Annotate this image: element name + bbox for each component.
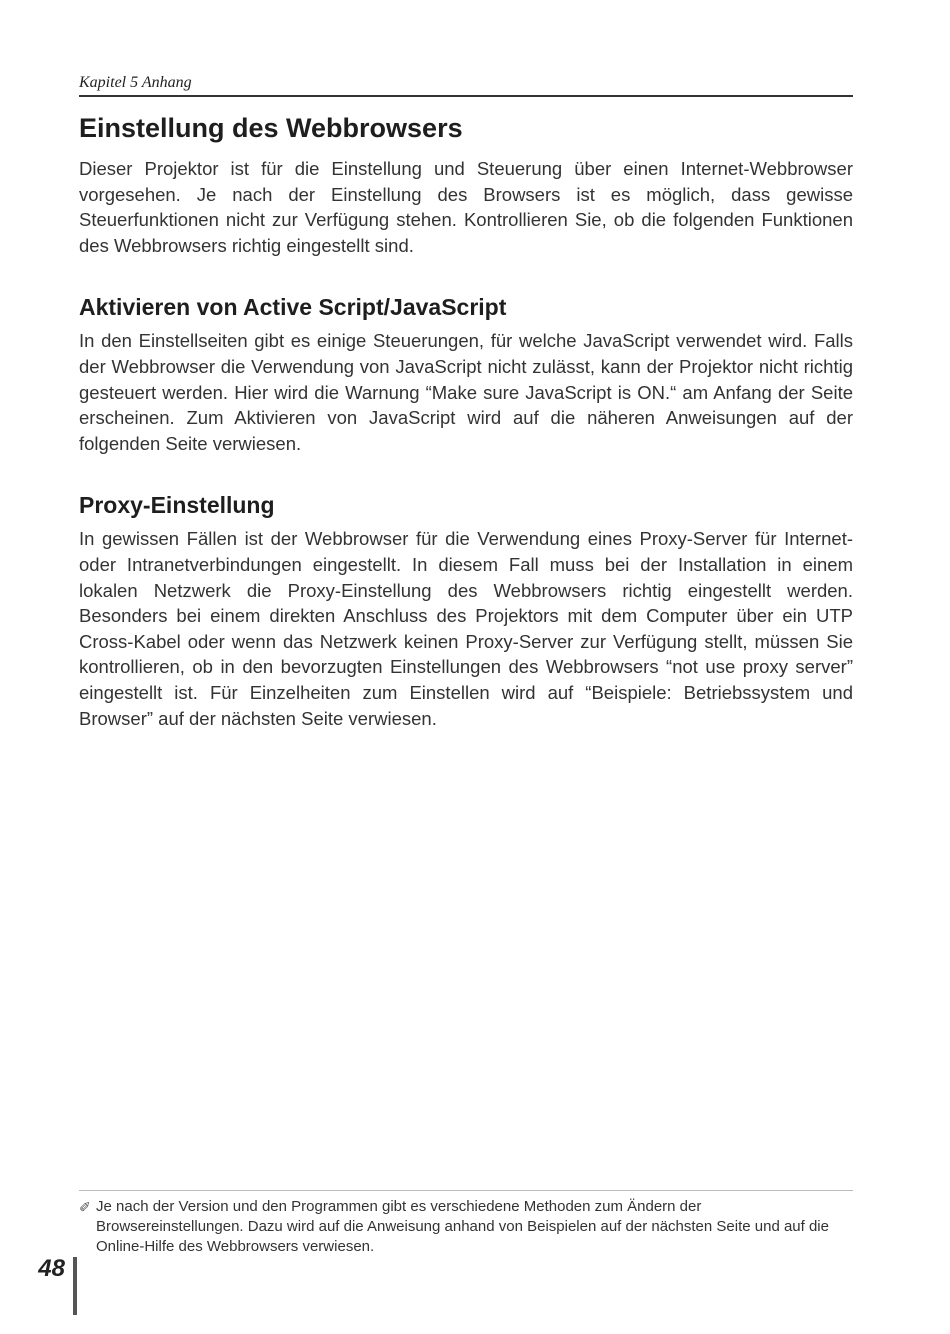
- page-number-bar: [73, 1257, 77, 1315]
- section-body-proxy: In gewissen Fällen ist der Webbrowser für die Verwendung eines Proxy-Server für Internet- oder Intranetverbindungen eingestellt. In diesem Fall muss bei der Installation in einem lokalen Netzwerk die Proxy-Einstellung des Webbrowsers richtig eingestellt werden. Besonders bei einem direkten Anschluss des Projektors mit dem Computer über ein UTP Cross-Kabel oder wenn das Netzwerk keinen Proxy-Server zur Verfügung stellt, müssen Sie kontrollieren, ob in den bevorzugten Einstellungen des Webbrowsers “not use proxy server” eingestellt ist. Für Einzelheiten zum Einstellen wird auf “Beispiele: Betriebssystem und Browser” auf der nächsten Seite verwiesen.: [79, 528, 853, 729]
- page-number: 48: [38, 1255, 65, 1282]
- pencil-icon: ✐: [79, 1199, 91, 1215]
- footnote-text: Je nach der Version und den Programmen gibt es verschiedene Methoden zum Ändern der Browsereinstellungen. Dazu wird auf die Anweisung anhand von Beispielen auf der nächsten Seite und auf die Online-Hilfe des Webbrowsers verwiesen.: [96, 1198, 829, 1255]
- intro-paragraph: Dieser Projektor ist für die Einstellung und Steuerung über einen Internet-Webbrowser vorgesehen. Je nach der Einstellung des Browsers ist es möglich, dass gewisse Steuerfunktionen nicht zur Verfügung stehen. Kontrollieren Sie, ob die folgenden Funktionen des Webbrowsers richtig eingestellt sind.: [79, 158, 853, 256]
- section-body-javascript: In den Einstellseiten gibt es einige Steuerungen, für welche JavaScript verwendet wird. Falls der Webbrowser die Verwendung von JavaScript nicht zulässt, kann der Projektor nicht richtig gesteuert werden. Hier wird die Warnung “Make sure JavaScript is ON.“ am Anfang der Seite erscheinen. Zum Aktivieren von JavaScript wird auf die näheren Anweisungen auf der folgenden Seite verwiesen.: [79, 330, 853, 454]
- section-heading-proxy: Proxy-Einstellung: [79, 492, 275, 519]
- section-proxy: [79, 490, 853, 731]
- footnote-divider: [79, 1190, 853, 1191]
- running-header: Kapitel 5 Anhang: [79, 74, 853, 97]
- section-heading-javascript: Aktivieren von Active Script/JavaScript: [79, 294, 507, 321]
- page-title: Einstellung des Webbrowsers: [79, 113, 463, 143]
- main-content: [79, 110, 853, 731]
- footnote: [79, 1197, 853, 1257]
- section-javascript: [79, 292, 853, 456]
